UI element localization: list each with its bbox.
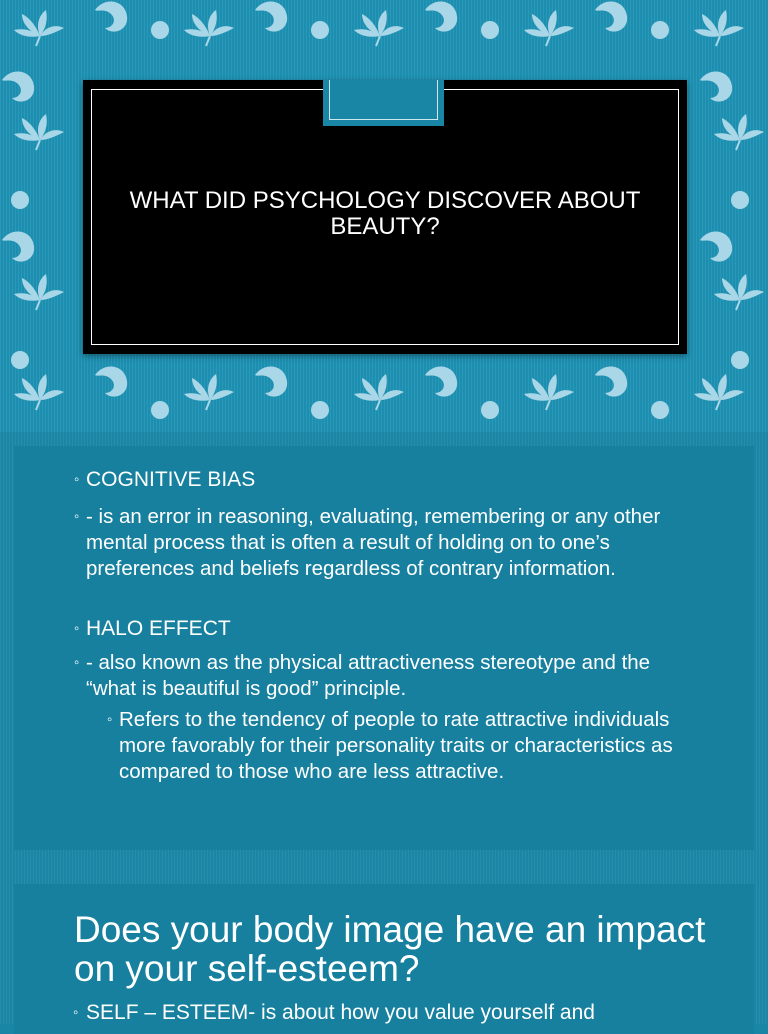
bullet-item bbox=[74, 504, 701, 582]
bullet-item bbox=[73, 1000, 595, 1026]
bullet-item bbox=[74, 650, 686, 702]
title-slide bbox=[0, 0, 768, 432]
bullet-marker: ◦ bbox=[73, 1004, 79, 1021]
bullet-text: is about how you value yourself and bbox=[255, 1001, 595, 1024]
bullet-text: Refers to the tendency of people to rate attractive individuals more favorably for their personality traits or characteristics as compared to those who are less attractive. bbox=[119, 708, 673, 783]
title-box bbox=[83, 80, 687, 354]
bullet-item bbox=[107, 707, 719, 785]
bullet-marker: ◦ bbox=[107, 711, 113, 728]
bullet-marker: ◦ bbox=[74, 654, 80, 671]
bullet-text: - also known as the physical attractiveness stereotype and the “what is beautiful is good” principle. bbox=[86, 651, 651, 700]
bullet-text: - is an error in reasoning, evaluating, remembering or any other mental process that is often a result of holding on to one’s preferences and beliefs regardless of contrary information. bbox=[86, 505, 661, 580]
bullet-item bbox=[74, 616, 686, 642]
bullet-marker: ◦ bbox=[74, 620, 80, 637]
bullet-marker: ◦ bbox=[74, 508, 80, 525]
bullet-text: HALO EFFECT bbox=[86, 617, 231, 640]
slide-title: WHAT DID PSYCHOLOGY DISCOVER ABOUT BEAUTY? bbox=[129, 187, 641, 240]
title-tab bbox=[323, 80, 444, 126]
slide-heading: Does your body image have an impact on your self-esteem? bbox=[74, 909, 706, 989]
bullet-marker: ◦ bbox=[74, 471, 80, 488]
title-tab-border bbox=[329, 80, 438, 120]
bullet-item bbox=[74, 467, 686, 493]
bullet-text: COGNITIVE BIAS bbox=[86, 468, 256, 491]
bullet-term: SELF – ESTEEM- bbox=[86, 1001, 256, 1024]
